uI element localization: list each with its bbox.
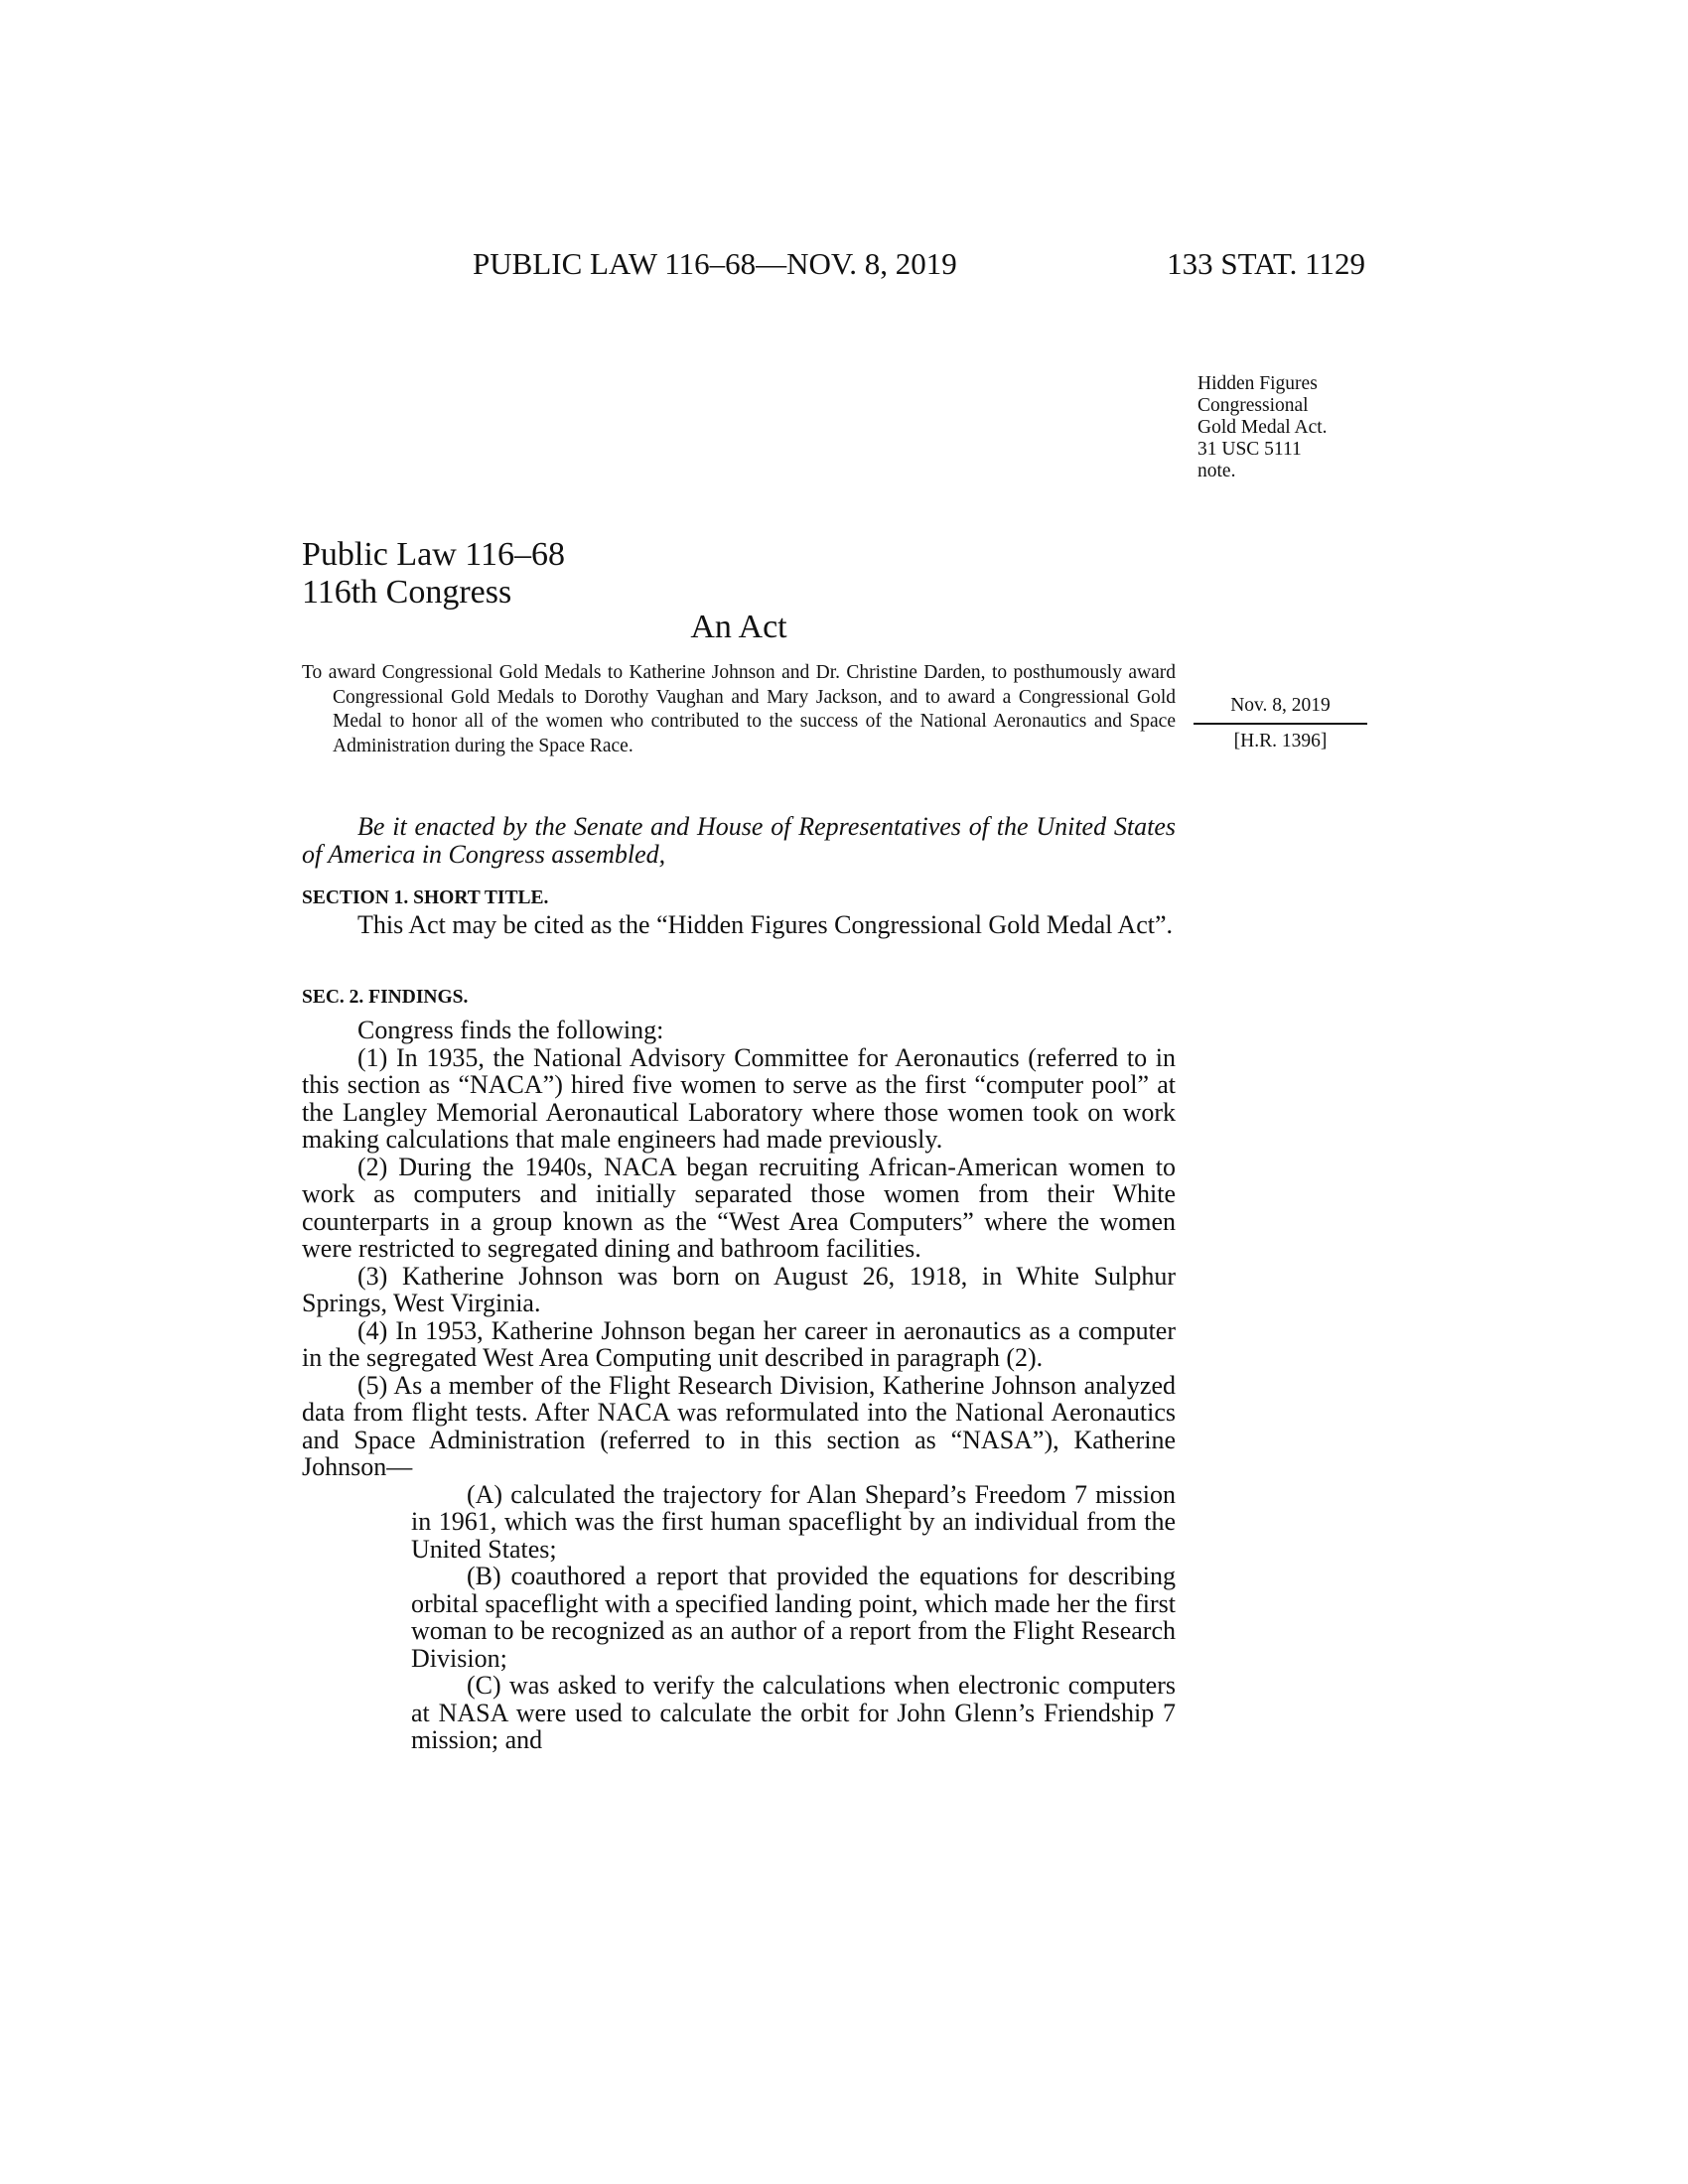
- purpose-paragraph: To award Congressional Gold Medals to Katherine Johnson and Dr. Christine Darden, to posthumously award Congressional Gold Medals to Dorothy Vaughan and Mary Jackson, and to award a Congressional Gold Medal to honor all of the women who contributed to the success of the National Aeronautics and Space Administration during the Space Race.: [302, 662, 1176, 756]
- finding-paragraph-3: (3) Katherine Johnson was born on August 26, 1918, in White Sulphur Springs, West Virginia.: [302, 1261, 1176, 1317]
- law-number-block: [302, 536, 565, 612]
- finding-paragraph-4: (4) In 1953, Katherine Johnson began her career in aeronautics as a computer in the segregated West Area Computing unit described in paragraph (2).: [302, 1315, 1176, 1372]
- congress-number: 116th Congress: [302, 574, 512, 611]
- running-header: [298, 244, 1365, 284]
- enacting-clause: Be it enacted by the Senate and House of Representatives of the United States of America in Congress assembled,: [302, 812, 1176, 869]
- section-2-heading: SEC. 2. FINDINGS.: [302, 987, 469, 1008]
- finding-subparagraph-c: (C) was asked to verify the calculations when electronic computers at NASA were used to calculate the orbit for John Glenn’s Friendship 7 mission; and: [411, 1671, 1176, 1754]
- finding-paragraph-2: (2) During the 1940s, NACA began recruiting African-American women to work as computers and initially separated those women from their White counterparts in a group known as the “West Area Computers” where the women were restricted to segregated dining and bathroom facilities.: [302, 1152, 1176, 1263]
- finding-subparagraph-a: (A) calculated the trajectory for Alan Shepard’s Freedom 7 mission in 1961, which was the first human spaceflight by an individual from the United States;: [411, 1479, 1176, 1564]
- findings-body: [302, 1017, 1176, 1754]
- bill-number: [H.R. 1396]: [1233, 731, 1328, 751]
- margin-note-line: Hidden Figures: [1197, 373, 1318, 394]
- margin-note-date: [1194, 695, 1367, 752]
- running-header-title: PUBLIC LAW 116–68—NOV. 8, 2019: [473, 246, 957, 281]
- finding-subparagraph-b: (B) coauthored a report that provided the equations for describing orbital spaceflight with a specified landing point, which made her the first woman to be recognized as an author of a report from the Flight Research Division;: [411, 1562, 1176, 1673]
- section-1-text: This Act may be cited as the “Hidden Figures Congressional Gold Medal Act”.: [357, 910, 1173, 939]
- enactment-date: Nov. 8, 2019: [1194, 695, 1367, 725]
- margin-note-short-title: [1197, 373, 1366, 482]
- public-law-number: Public Law 116–68: [302, 536, 566, 573]
- act-heading: An Act: [690, 609, 787, 645]
- finding-paragraph-1: (1) In 1935, the National Advisory Committee for Aeronautics (referred to in this section as “NACA”) hired five women to serve as the first “computer pool” at the Langley Memorial Aeronautical Laboratory where those women took on work making calculations that male engineers had made previously.: [302, 1042, 1176, 1154]
- margin-note-line: Congressional: [1197, 395, 1309, 416]
- margin-note-line: note.: [1197, 461, 1236, 481]
- finding-paragraph-5: (5) As a member of the Flight Research Division, Katherine Johnson analyzed data from flight tests. After NACA was reformulated into the National Aeronautics and Space Administration (referred to in this section as “NASA”), Katherine Johnson—: [302, 1370, 1176, 1481]
- margin-note-line: Gold Medal Act.: [1197, 417, 1328, 438]
- section-1-heading: SECTION 1. SHORT TITLE.: [302, 887, 549, 908]
- statute-page-number: 133 STAT. 1129: [1167, 246, 1365, 281]
- margin-note-line: 31 USC 5111: [1197, 439, 1302, 460]
- findings-intro: Congress finds the following:: [357, 1016, 664, 1044]
